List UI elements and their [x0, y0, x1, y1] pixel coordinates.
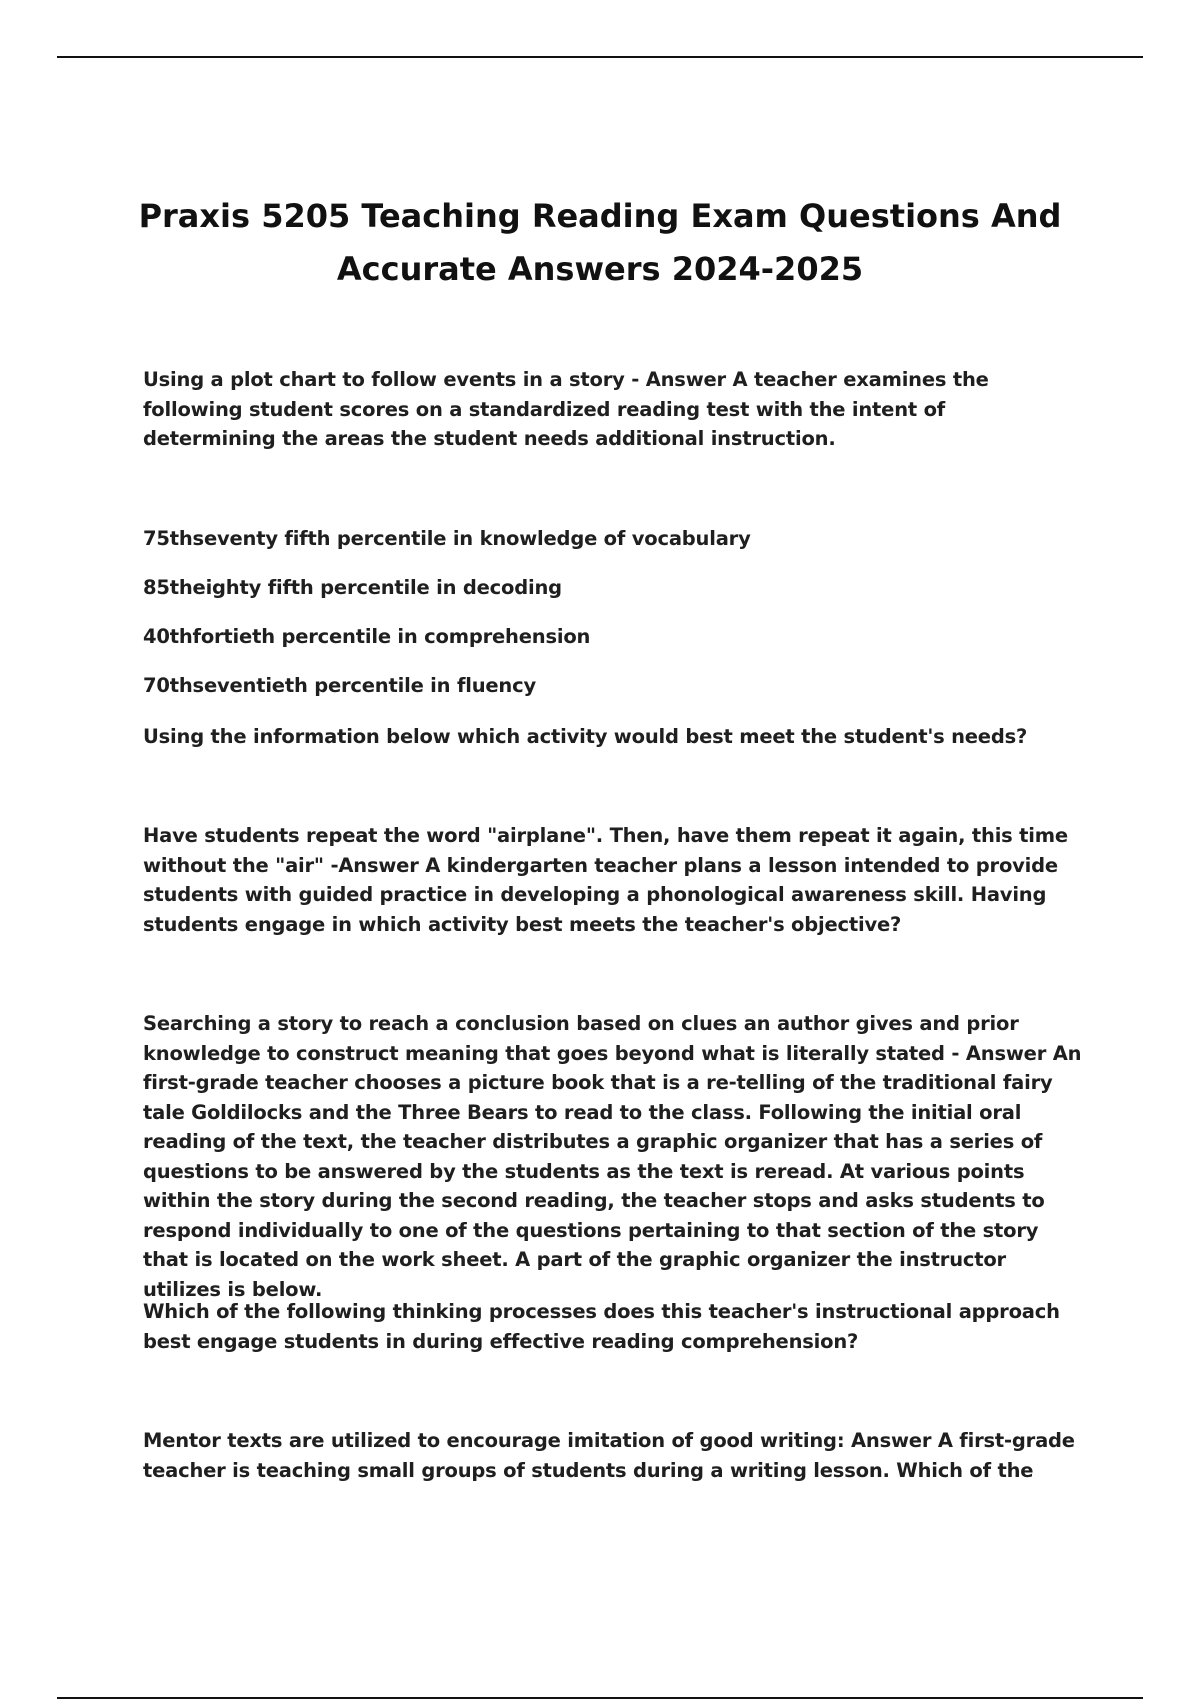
question-thinking-processes: Which of the following thinking processes does this teacher's instructional approach best engage students in during effective reading comprehension?: [143, 1300, 1060, 1353]
paragraph-airplane: Have students repeat the word "airplane". Then, have them repeat it again, this time without the "air" -Answer A kindergarten teacher plans a lesson intended to provide students with guided practice in developing a phonological awareness skill. Having students engage in which activity best meets the teacher's objective?: [143, 824, 1068, 936]
document-title: [100, 190, 1100, 296]
title-line-2: Accurate Answers 2024-2025: [336, 250, 864, 288]
paragraph-plot-chart: Using a plot chart to follow events in a story - Answer A teacher examines the following student scores on a standardized reading test with the intent of determining the areas the student needs additional instruction.: [143, 368, 989, 450]
bottom-divider: [57, 1697, 1143, 1699]
question-student-needs: Using the information below which activity would best meet the student's needs?: [143, 725, 1028, 748]
top-divider: [57, 56, 1143, 58]
score-decoding: 85theighty fifth percentile in decoding: [143, 576, 562, 599]
paragraph-inference: Searching a story to reach a conclusion based on clues an author gives and prior knowledge to construct meaning that goes beyond what is literally stated - Answer An first-grade teacher chooses a picture book that is a re-telling of the traditional fairy tale Goldilocks and the Three Bears to read to the class. Following the initial oral reading of the text, the teacher distributes a graphic organizer that has a series of questions to be answered by the students as the text is reread. At various points within the story during the second reading, the teacher stops and asks students to respond individually to one of the questions pertaining to that section of the story that is located on the work sheet. A part of the graphic organizer the instructor utilizes is below.: [143, 1012, 1082, 1301]
paragraph-mentor-texts: Mentor texts are utilized to encourage imitation of good writing: Answer A first-grade teacher is teaching small groups of students during a writing lesson. Which of the: [143, 1429, 1075, 1482]
score-fluency: 70thseventieth percentile in fluency: [143, 674, 536, 697]
title-line-1: Praxis 5205 Teaching Reading Exam Questions And: [138, 197, 1062, 235]
score-vocabulary: 75thseventy fifth percentile in knowledge of vocabulary: [143, 527, 751, 550]
score-comprehension: 40thfortieth percentile in comprehension: [143, 625, 591, 648]
